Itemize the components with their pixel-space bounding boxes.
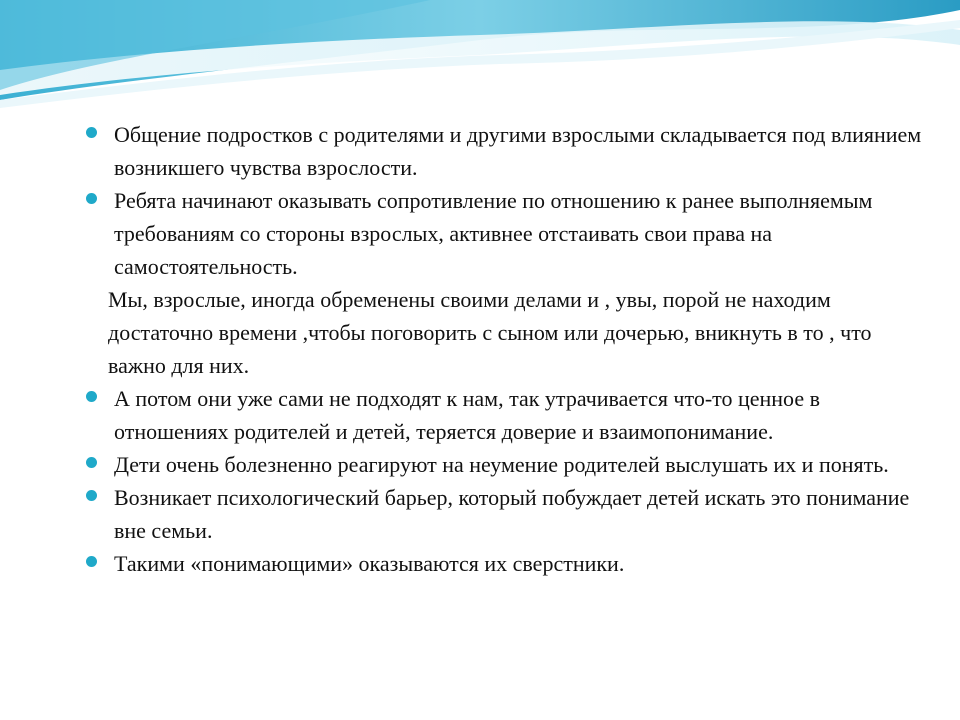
bullet-text: Возникает психологический барьер, который побуждает детей искать это понимание вне семьи. [114,485,910,543]
bullet-dot-icon [86,193,97,204]
bullet-text: Ребята начинают оказывать сопротивление по отношению к ранее выполняемым требованиям со стороны взрослых, активнее отстаивать свои права на самостоятельность. [114,188,873,279]
paragraph-item-3 [86,283,936,382]
bullet-dot-icon [86,457,97,468]
bullet-item-5 [86,448,936,481]
header-wave-decoration [0,0,960,120]
bullet-text: А потом они уже сами не подходят к нам, так утрачивается что-то ценное в отношениях родителей и детей, теряется доверие и взаимопонимание. [114,386,820,444]
bullet-item-4 [86,382,936,448]
slide-body [86,118,936,580]
bullet-text: Такими «понимающими» оказываются их сверстники. [114,551,625,576]
bullet-text: Дети очень болезненно реагируют на неумение родителей выслушать их и понять. [114,452,889,477]
bullet-dot-icon [86,490,97,501]
bullet-text: Общение подростков с родителями и другими взрослыми складывается под влиянием возникшего чувства взрослости. [114,122,922,180]
bullet-item-1 [86,118,936,184]
bullet-dot-icon [86,556,97,567]
bullet-dot-icon [86,127,97,138]
bullet-item-7 [86,547,936,580]
bullet-item-2 [86,184,936,283]
bullet-item-6 [86,481,936,547]
bullet-dot-icon [86,391,97,402]
paragraph-text: Мы, взрослые, иногда обременены своими делами и , увы, порой не находим достаточно времени ,чтобы поговорить с сыном или дочерью, вникнуть в то , что важно для них. [108,287,872,378]
